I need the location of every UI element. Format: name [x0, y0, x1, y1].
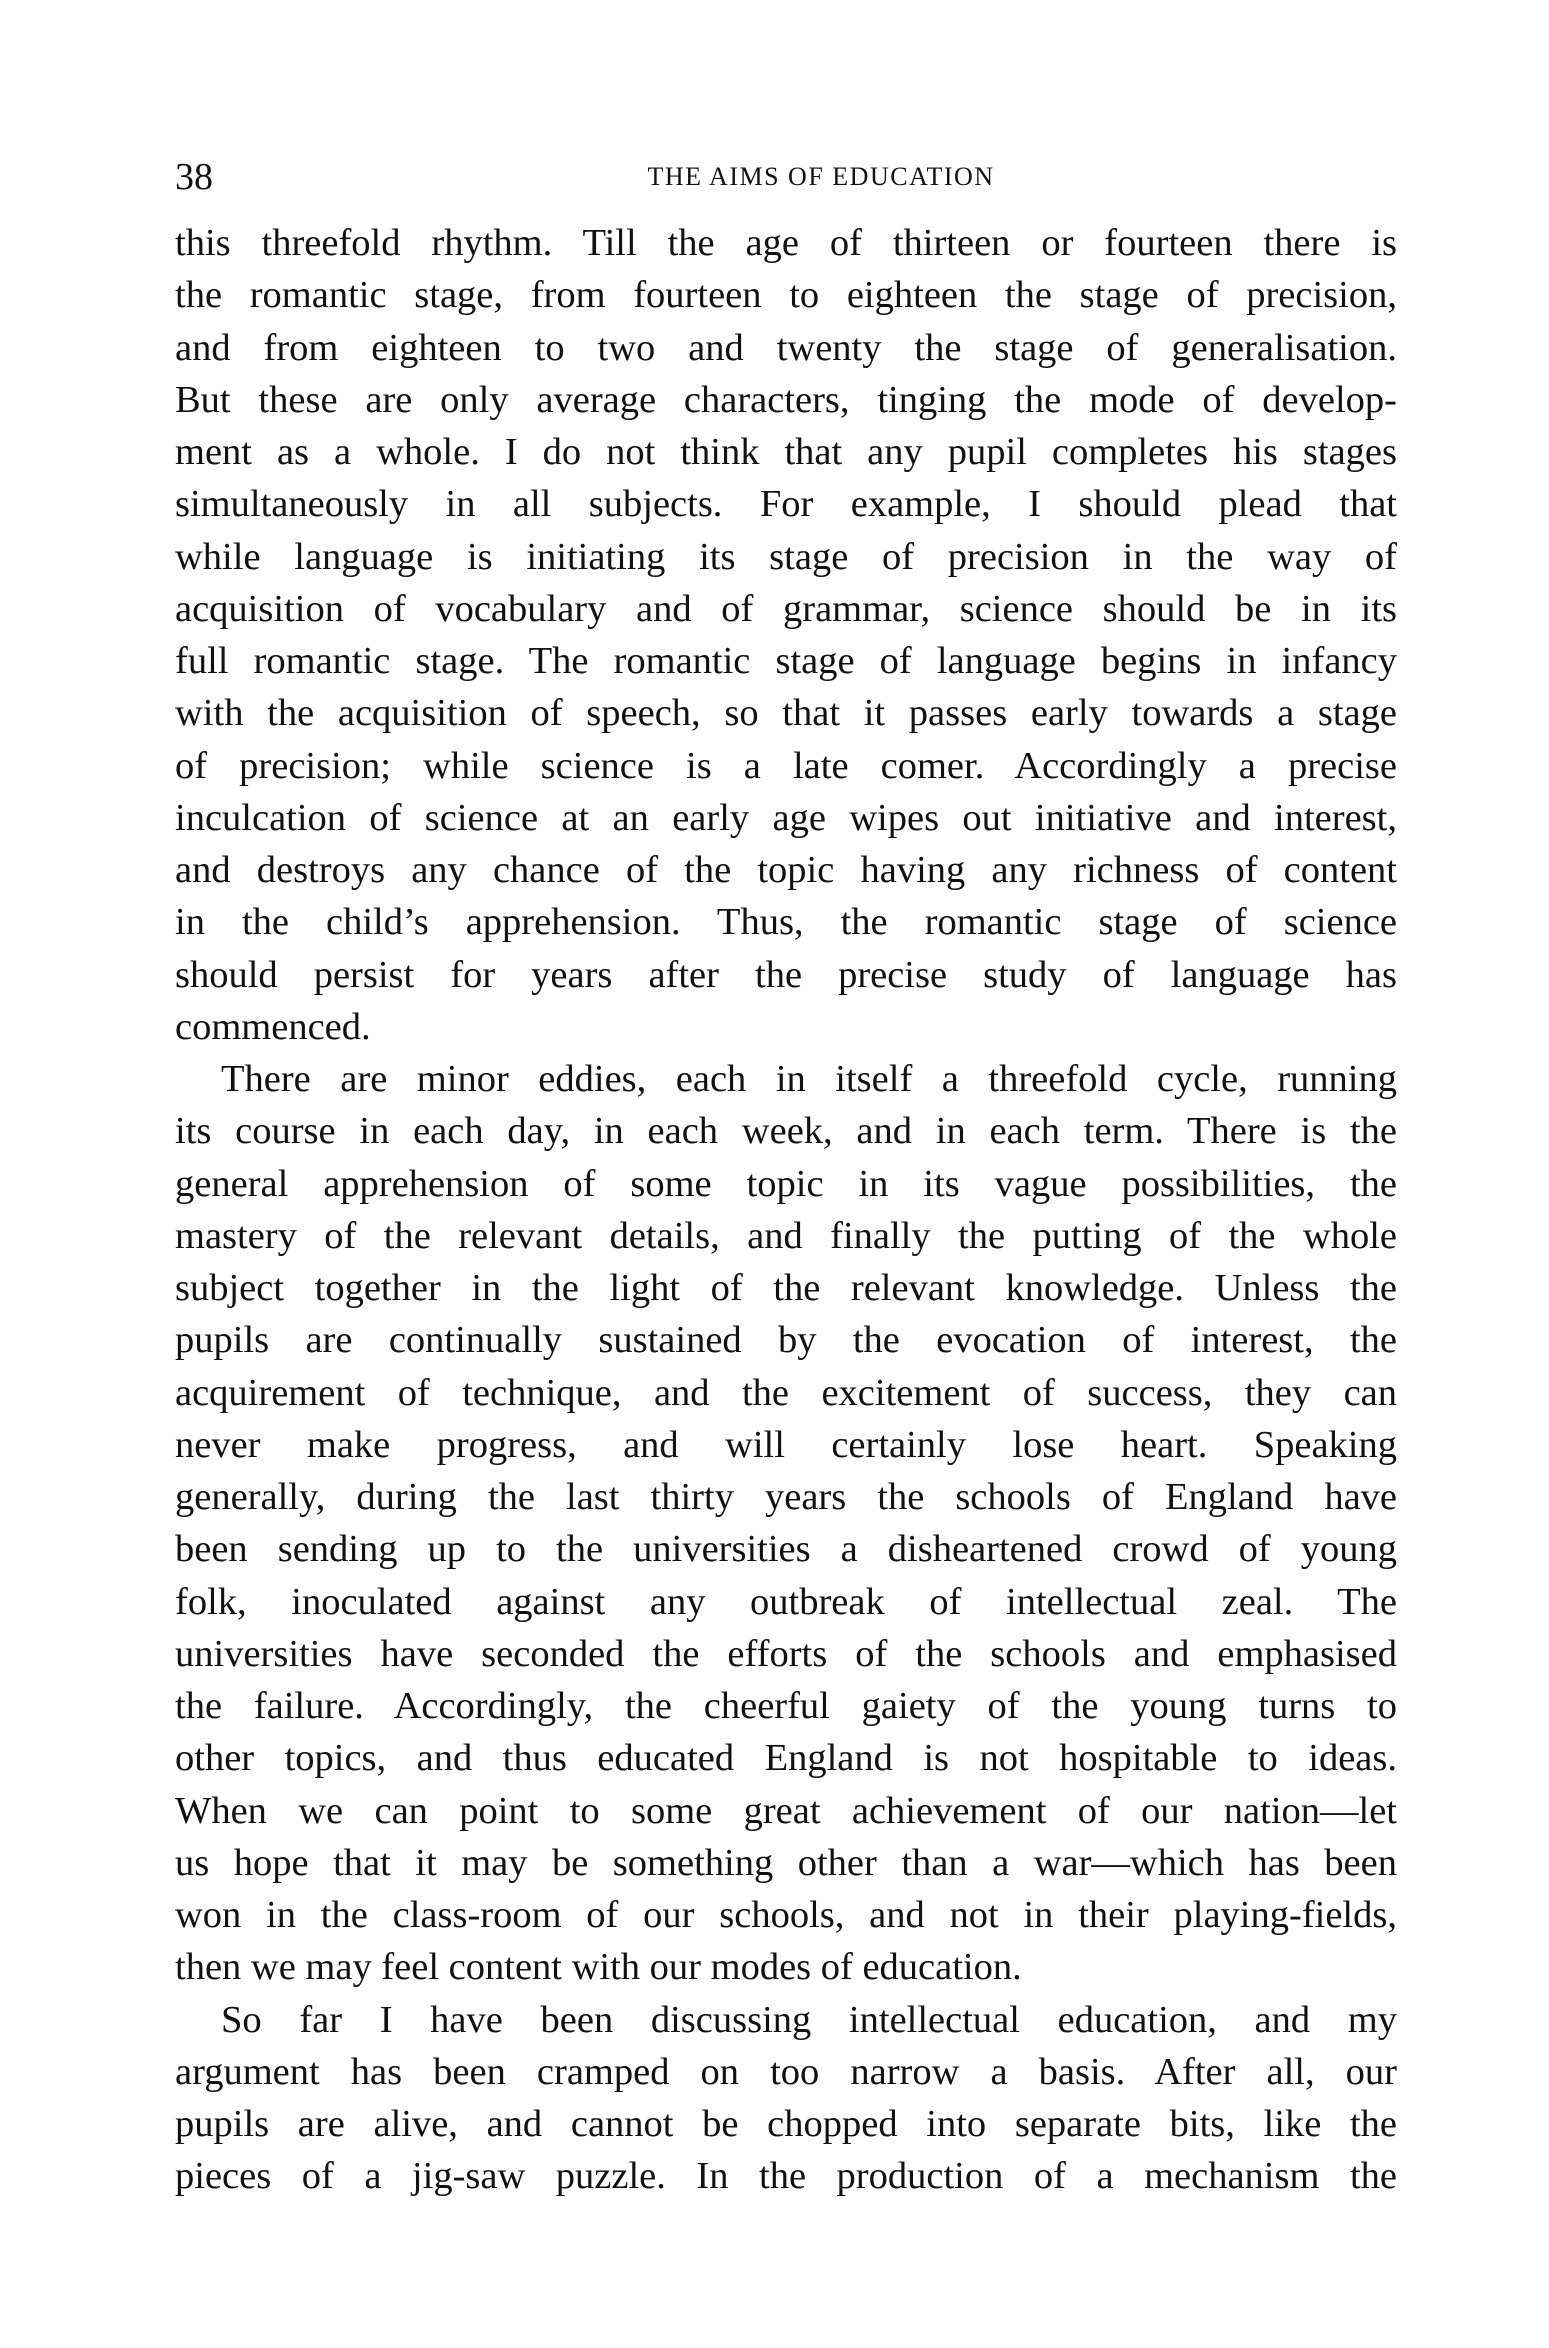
text-line: acquirement of technique, and the excitement of success, they can: [175, 1371, 1397, 1414]
body-text: [175, 217, 1397, 2203]
text-line: inculcation of science at an early age wipes out initiative and interest,: [175, 796, 1397, 839]
page-header: [175, 152, 1397, 202]
text-line: universities have seconded the efforts of the schools and emphasised: [175, 1632, 1397, 1675]
text-line: never make progress, and will certainly lose heart. Speaking: [175, 1423, 1397, 1466]
text-line: us hope that it may be something other than a war—which has been: [175, 1841, 1397, 1884]
paragraph-first-line: So far I have been discussing intellectual education, and my: [221, 1998, 1397, 2041]
text-line: the failure. Accordingly, the cheerful gaiety of the young turns to: [175, 1685, 1397, 1727]
text-line: in the child’s apprehension. Thus, the romantic stage of science: [175, 901, 1397, 944]
text-line: pupils are continually sustained by the evocation of interest, the: [175, 1319, 1397, 1362]
text-line: should persist for years after the precise study of language has: [175, 953, 1397, 996]
text-line: But these are only average characters, tinging the mode of develop-: [175, 378, 1397, 421]
text-line: When we can point to some great achievement of our nation—let: [175, 1789, 1397, 1832]
text-line: other topics, and thus educated England is not hospitable to ideas.: [175, 1737, 1397, 1780]
text-line: full romantic stage. The romantic stage of language begins in infancy: [175, 640, 1397, 682]
text-line: with the acquisition of speech, so that it passes early towards a stage: [175, 692, 1397, 735]
text-line: the romantic stage, from fourteen to eighteen the stage of precision,: [175, 274, 1397, 317]
text-line: general apprehension of some topic in its vague possibilities, the: [175, 1162, 1397, 1205]
text-line: simultaneously in all subjects. For example, I should plead that: [175, 483, 1397, 526]
text-line: and destroys any chance of the topic having any richness of content: [175, 849, 1397, 891]
text-line: argument has been cramped on too narrow a basis. After all, our: [175, 2050, 1397, 2093]
text-line: folk, inoculated against any outbreak of intellectual zeal. The: [175, 1580, 1397, 1623]
text-line: pieces of a jig-saw puzzle. In the production of a mechanism the: [175, 2155, 1397, 2198]
paragraph-last-line: commenced.: [175, 1005, 371, 1048]
text-line: and from eighteen to two and twenty the stage of generalisation.: [175, 326, 1397, 369]
text-line: while language is initiating its stage of precision in the way of: [175, 535, 1397, 578]
text-line: won in the class-room of our schools, and not in their playing-fields,: [175, 1894, 1397, 1936]
text-line: acquisition of vocabulary and of grammar, science should be in its: [175, 587, 1397, 630]
text-line: ment as a whole. I do not think that any pupil completes his stages: [175, 431, 1397, 473]
text-line: this threefold rhythm. Till the age of thirteen or fourteen there is: [175, 222, 1397, 264]
text-line: of precision; while science is a late comer. Accordingly a precise: [175, 744, 1397, 787]
text-line: subject together in the light of the relevant knowledge. Unless the: [175, 1267, 1397, 1309]
text-line: mastery of the relevant details, and finally the putting of the whole: [175, 1214, 1397, 1257]
running-title: THE AIMS OF EDUCATION: [647, 162, 995, 191]
text-line: been sending up to the universities a disheartened crowd of young: [175, 1528, 1397, 1571]
paragraph-last-line: then we may feel content with our modes of education.: [175, 1946, 1022, 1989]
text-line: its course in each day, in each week, and in each term. There is the: [175, 1110, 1397, 1153]
paragraph-first-line: There are minor eddies, each in itself a threefold cycle, running: [221, 1058, 1397, 1100]
page-number: 38: [175, 156, 213, 198]
text-line: generally, during the last thirty years the schools of England have: [175, 1476, 1397, 1518]
text-line: pupils are alive, and cannot be chopped into separate bits, like the: [175, 2103, 1397, 2145]
